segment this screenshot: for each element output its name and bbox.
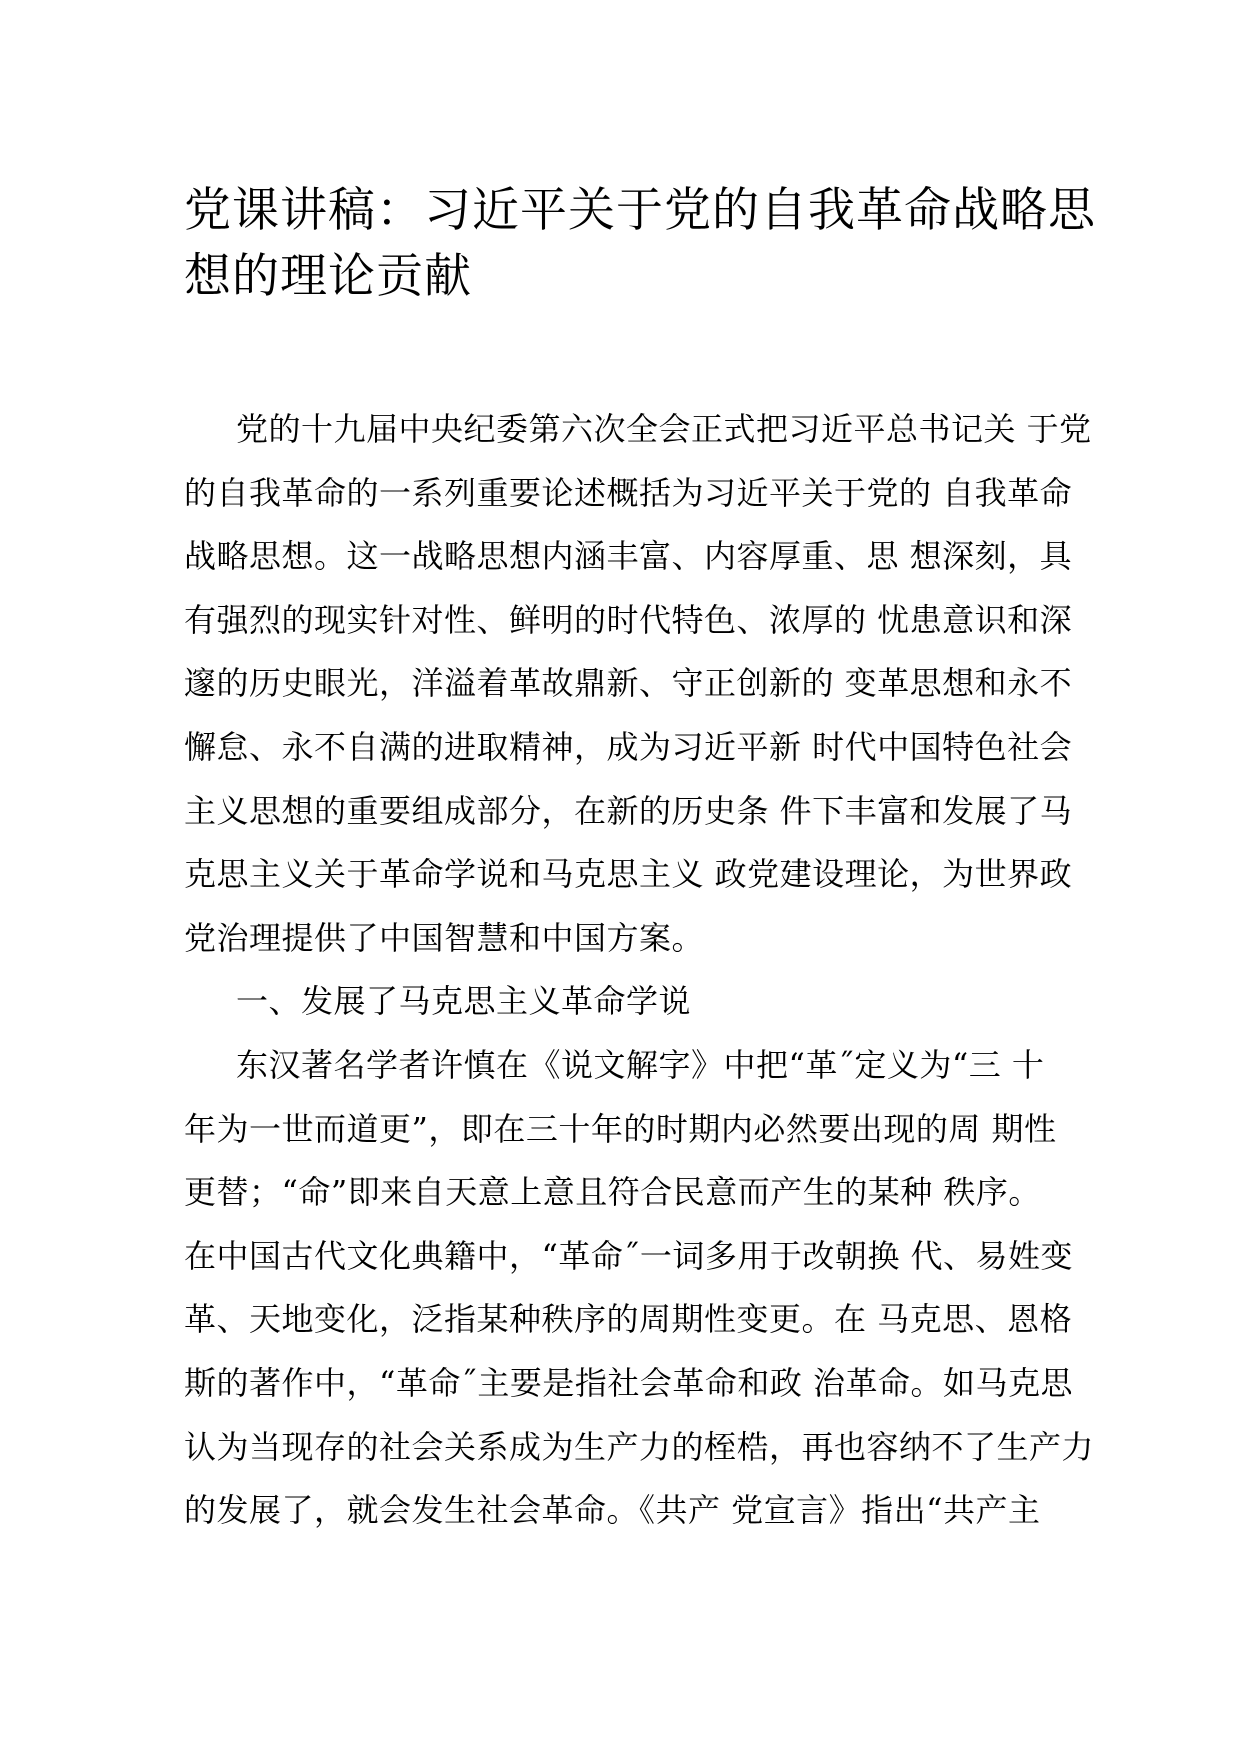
body-line: 斯的著作中，“革命˝主要是指社会革命和政 治革命。如马克思 [184,1363,1074,1402]
body-line: 在中国古代文化典籍中，“革命˝一词多用于改朝换 代、易姓变 [184,1236,1074,1275]
body-line: 更替；“命”即来自天意上意且符合民意而产生的某种 秩序。 [184,1173,1041,1212]
title-line: 党课讲稿：习近平关于党的自我革命战略思 [184,183,1096,238]
title-line: 想的理论贡献 [184,249,472,304]
body-line: 克思主义关于革命学说和马克思主义 政党建设理论，为世界政 [184,855,1073,894]
body-line: 邃的历史眼光，洋溢着革故鼎新、守正创新的 变革思想和永不 [184,664,1073,703]
body-line: 懈怠、永不自满的进取精神，成为习近平新 时代中国特色社会 [184,727,1073,766]
body-line: 认为当现存的社会关系成为生产力的桎梏，再也容纳不了生产力 [184,1427,1095,1466]
body-line: 有强烈的现实针对性、鲜明的时代特色、浓厚的 忧患意识和深 [184,600,1073,639]
body-line: 主义思想的重要组成部分，在新的历史条 件下丰富和发展了马 [184,791,1073,830]
body-line: 的自我革命的一系列重要论述概括为习近平关于党的 自我革命 [184,473,1073,512]
body-line: 东汉著名学者许慎在《说文解字》中把“革˝定义为“三 十 [236,1045,1045,1084]
document-title [184,178,1096,310]
body-line: 党治理提供了中国智慧和中国方案。 [184,918,705,957]
document-body [184,398,1095,1543]
body-line: 党的十九届中央纪委第六次全会正式把习近平总书记关 于党 [236,410,1092,448]
body-line: 革、天地变化，泛指某种秩序的周期性变更。在 马克思、恩格 [184,1300,1073,1339]
body-line: 战略思想。这一战略思想内涵丰富、内容厚重、思 想深刻，具 [184,537,1073,576]
body-line: 年为一世而道更”，即在三十年的时期内必然要出现的周 期性 [184,1109,1057,1148]
body-line: 的发展了，就会发生社会革命。《共产 党宣言》指出“共产主 [184,1491,1041,1530]
section-heading: 一、发展了马克思主义革命学说 [236,982,692,1021]
